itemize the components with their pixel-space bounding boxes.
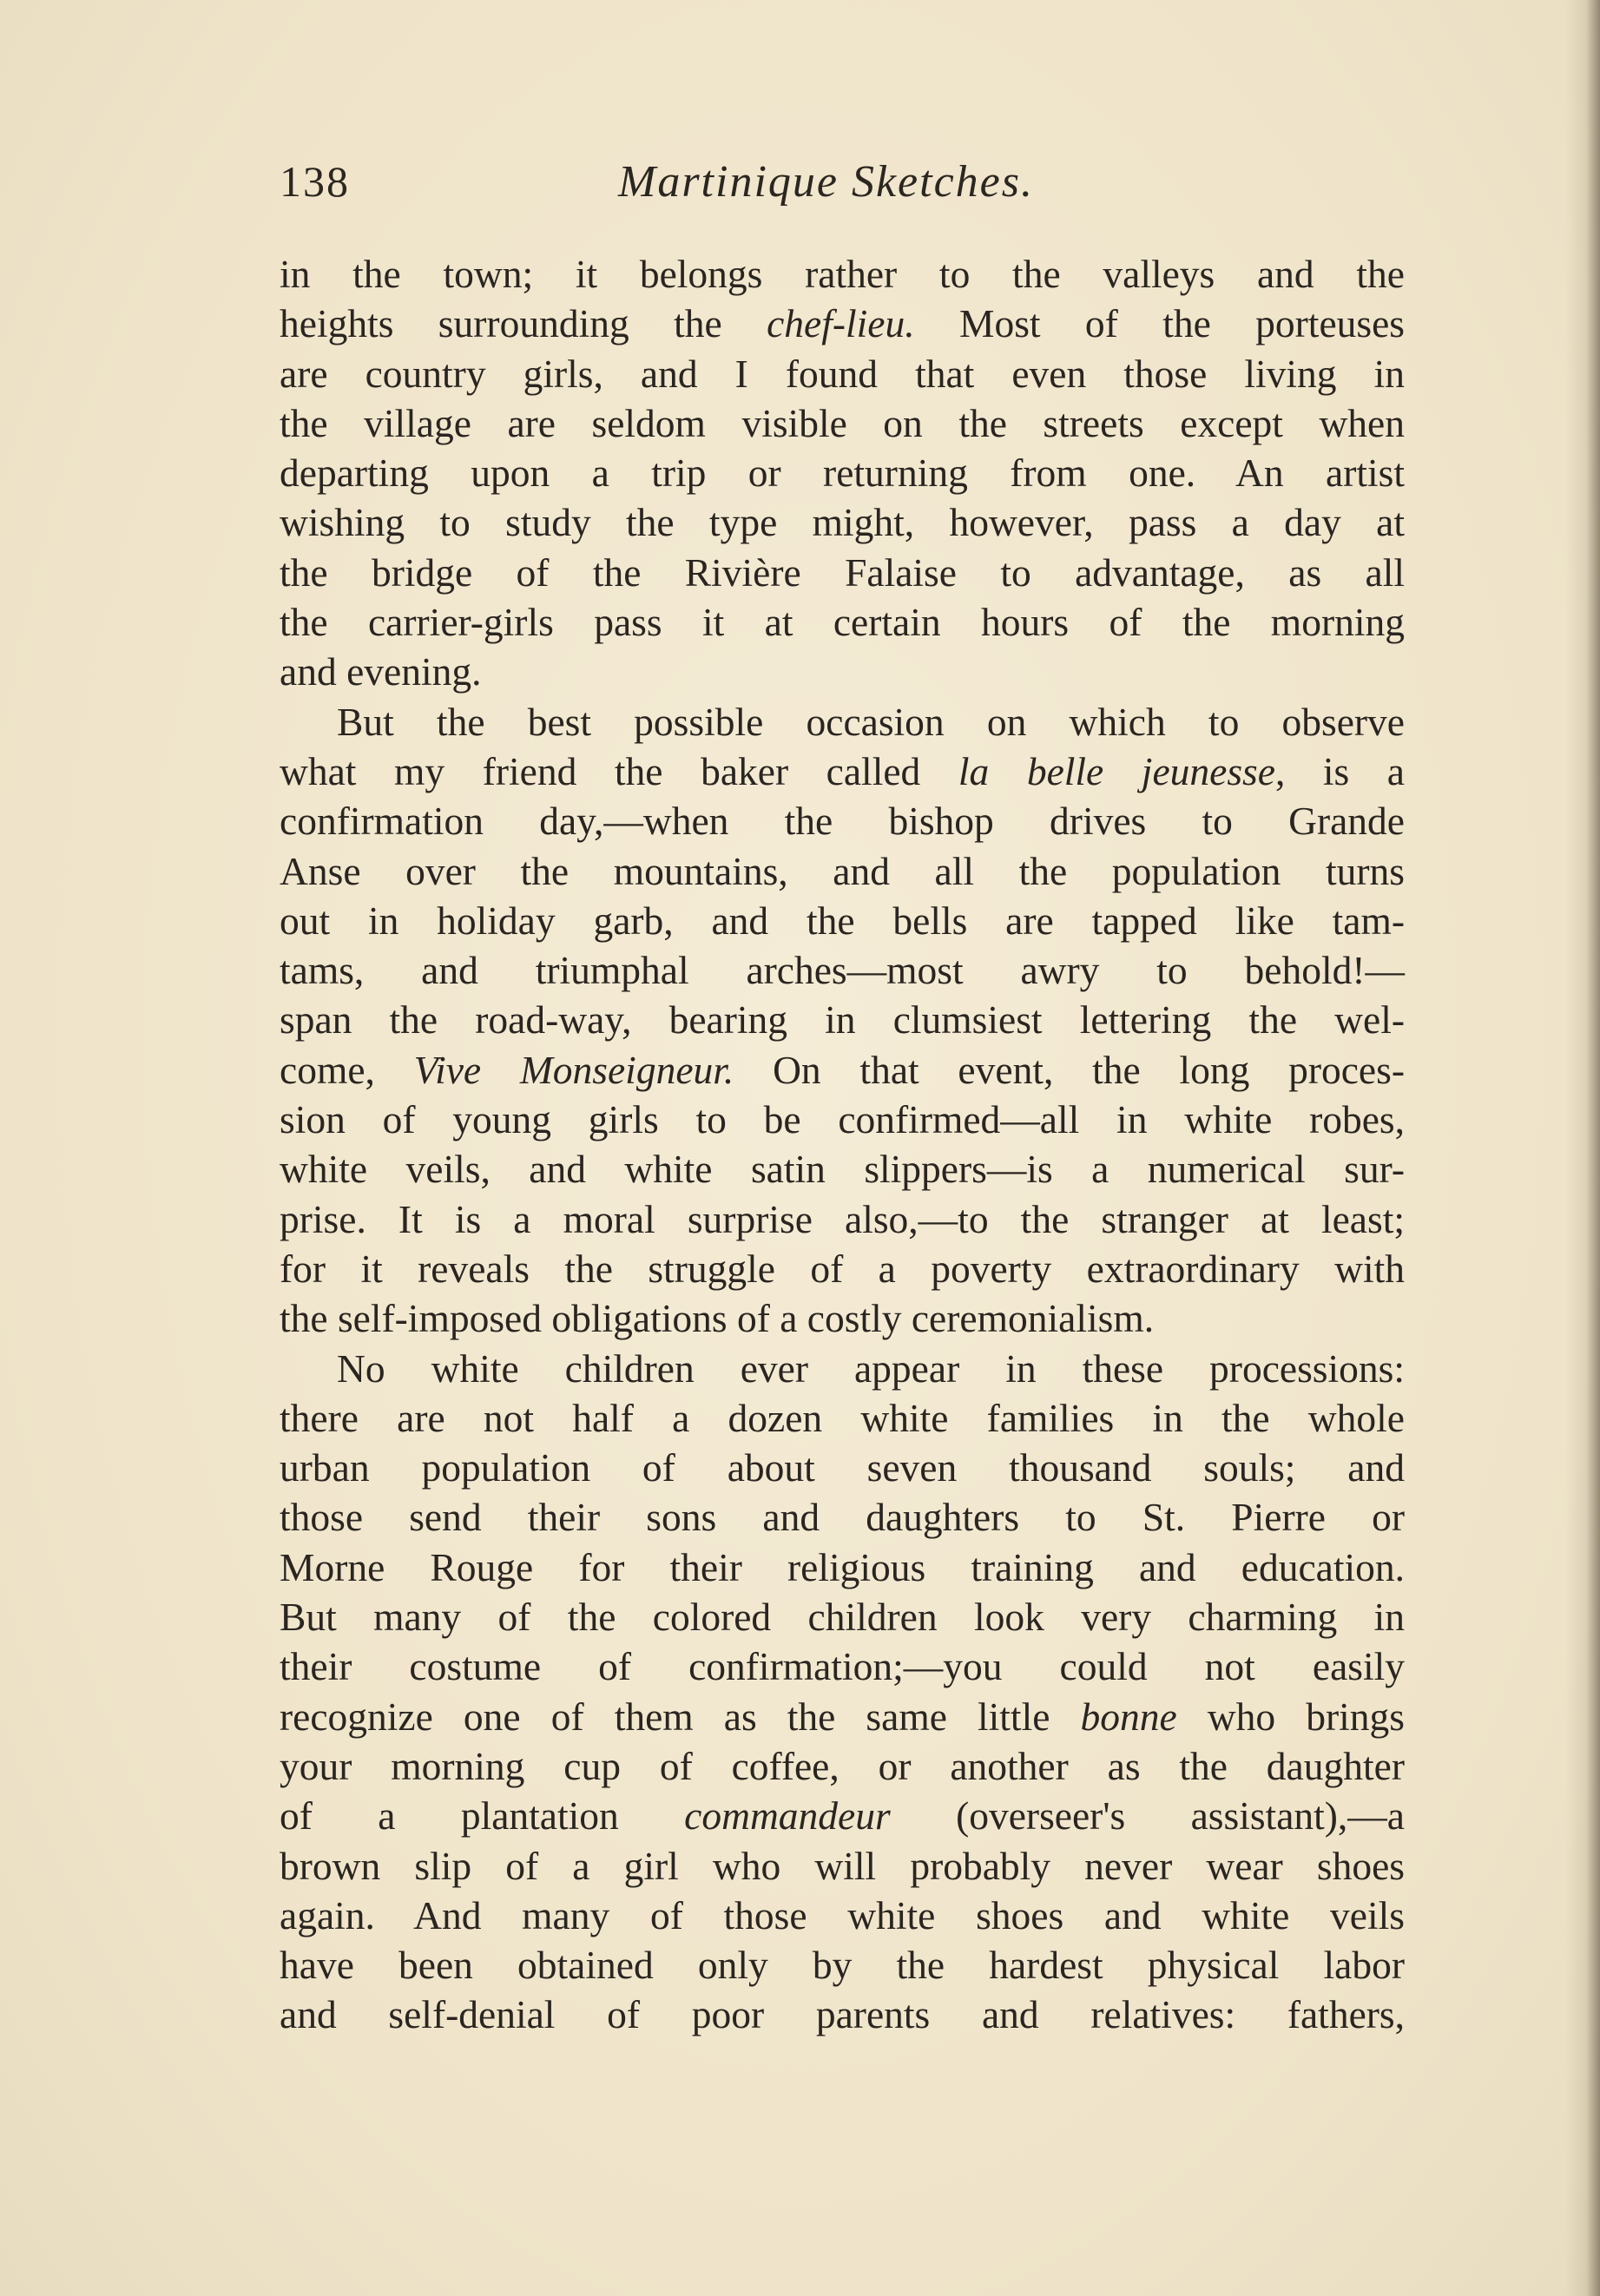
text-line xyxy=(280,1791,1405,1840)
book-title: Martinique Sketches. xyxy=(618,157,1034,207)
text-run: heights surrounding the xyxy=(280,301,767,346)
text-line xyxy=(280,1741,1405,1791)
text-line xyxy=(280,497,1405,547)
running-head xyxy=(280,156,1408,217)
text-line xyxy=(280,1543,1405,1592)
text-line xyxy=(280,1194,1405,1244)
text-line xyxy=(280,1293,1405,1343)
text-line xyxy=(280,1592,1405,1641)
text-run: the self-imposed obligations of a costly ceremonialism. xyxy=(280,1296,1155,1341)
text-run: wishing to study the type might, however, pass a day at xyxy=(280,500,1405,545)
text-run: who brings xyxy=(1176,1694,1406,1739)
text-line xyxy=(280,1095,1405,1144)
text-line xyxy=(280,398,1405,448)
text-line xyxy=(280,1393,1405,1443)
italic-term: chef-lieu. xyxy=(767,301,915,346)
text-run: Morne Rouge for their religious training and education. xyxy=(280,1544,1405,1589)
text-run: departing upon a trip or returning from one. An artist xyxy=(280,451,1405,496)
text-run: But the best possible occasion on which to observe xyxy=(337,699,1405,744)
text-run: in the town; it belongs rather to the valleys and the xyxy=(280,252,1405,296)
text-line xyxy=(280,1641,1405,1691)
text-line xyxy=(280,448,1405,497)
text-run: confirmation day,—when the bishop drives to Grande xyxy=(280,799,1405,844)
text-run: recognize one of them as the same little xyxy=(280,1694,1081,1739)
text-line xyxy=(280,548,1405,597)
text-run: , is a xyxy=(1274,748,1405,793)
text-line xyxy=(280,945,1405,995)
text-line xyxy=(280,697,1405,747)
text-run: span the road-way, bearing in clumsiest lettering the wel- xyxy=(280,997,1405,1043)
text-line xyxy=(280,1990,1405,2039)
text-line xyxy=(280,597,1405,647)
text-line xyxy=(280,647,1405,696)
italic-term: commandeur xyxy=(684,1793,891,1839)
text-run: the carrier-girls pass it at certain hours of the morning xyxy=(280,600,1405,645)
text-line xyxy=(280,299,1405,348)
text-run: have been obtained only by the hardest physical labor xyxy=(280,1943,1405,1988)
text-run: the bridge of the Rivière Falaise to advantage, as all xyxy=(280,549,1405,595)
page-edge-shadow xyxy=(1565,0,1600,2296)
text-line xyxy=(280,1891,1405,1940)
text-line xyxy=(280,1492,1405,1542)
text-run: and evening. xyxy=(280,649,482,694)
text-run: the village are seldom visible on the streets except when xyxy=(280,400,1405,445)
text-line xyxy=(280,1344,1405,1393)
text-run: again. And many of those white shoes and white veils xyxy=(280,1892,1405,1937)
text-line xyxy=(280,1144,1405,1194)
text-run: prise. It is a moral surprise also,—to the stranger at least; xyxy=(280,1196,1405,1241)
text-run: urban population of about seven thousand souls; and xyxy=(280,1445,1405,1490)
text-line xyxy=(280,349,1405,398)
text-line xyxy=(280,747,1405,796)
text-run: Most of the porteuses xyxy=(914,301,1405,346)
text-run: No white children ever appear in these processions: xyxy=(337,1345,1405,1391)
text-line xyxy=(280,1244,1405,1293)
text-line xyxy=(280,1045,1405,1095)
text-run: brown slip of a girl who will probably never wear shoes xyxy=(280,1843,1405,1888)
text-line xyxy=(280,995,1405,1044)
text-run: there are not half a dozen white families in the whole xyxy=(280,1395,1405,1440)
body-text xyxy=(280,249,1405,2040)
text-line xyxy=(280,249,1405,299)
text-line xyxy=(280,1692,1405,1741)
text-line xyxy=(280,1940,1405,1990)
text-run: for it reveals the struggle of a poverty extraordinary with xyxy=(280,1246,1405,1291)
text-line xyxy=(280,896,1405,945)
text-line xyxy=(280,1841,1405,1891)
italic-term: bonne xyxy=(1080,1694,1177,1739)
text-line xyxy=(280,796,1405,845)
text-run: out in holiday garb, and the bells are tapped like tam- xyxy=(280,898,1405,943)
text-run: (overseer's assistant),—a xyxy=(890,1793,1405,1839)
text-run: those send their sons and daughters to St. Pierre or xyxy=(280,1495,1405,1540)
italic-term: Vive Monseigneur. xyxy=(413,1047,734,1092)
text-run: tams, and triumphal arches—most awry to behold!— xyxy=(280,948,1405,993)
text-line xyxy=(280,1443,1405,1492)
text-run: their costume of confirmation;—you could not easily xyxy=(280,1644,1405,1689)
text-run: of a plantation xyxy=(280,1793,685,1839)
text-run: Anse over the mountains, and all the population turns xyxy=(280,848,1405,893)
text-run: come, xyxy=(280,1047,414,1092)
text-run: sion of young girls to be confirmed—all in white robes, xyxy=(280,1097,1405,1142)
italic-term: la belle jeunesse xyxy=(958,748,1275,793)
page-number: 138 xyxy=(280,157,350,206)
text-run: your morning cup of coffee, or another as the daughter xyxy=(280,1743,1405,1788)
text-run: and self-denial of poor parents and relatives: fathers, xyxy=(280,1992,1405,2037)
text-run: On that event, the long proces- xyxy=(734,1047,1405,1092)
text-run: But many of the colored children look very charming in xyxy=(280,1595,1405,1640)
text-line xyxy=(280,846,1405,896)
text-run: what my friend the baker called xyxy=(280,748,958,793)
text-run: are country girls, and I found that even those living in xyxy=(280,351,1405,396)
text-run: white veils, and white satin slippers—is a numerical sur- xyxy=(280,1147,1405,1192)
